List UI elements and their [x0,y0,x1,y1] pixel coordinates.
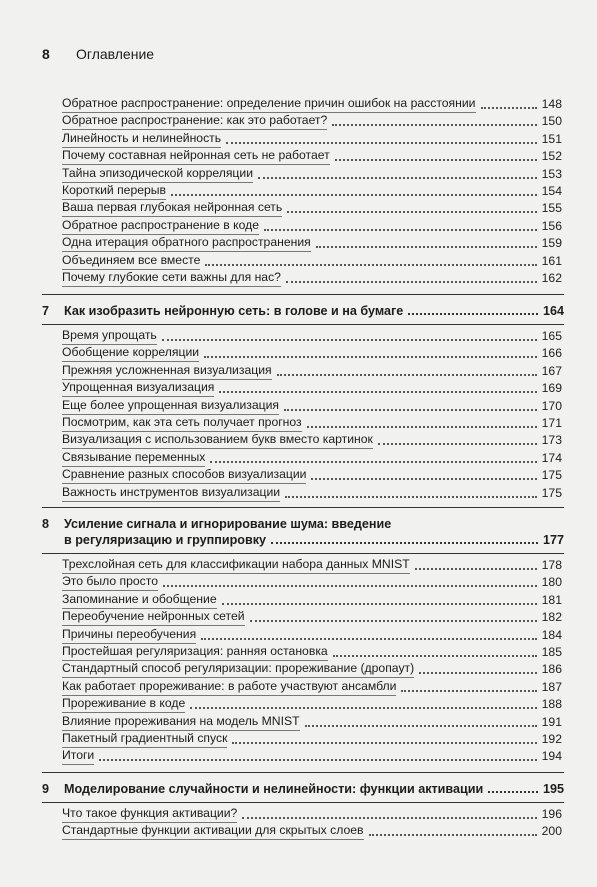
dot-leader [204,356,537,358]
dot-leader [408,313,538,315]
toc-entry-title: Почему глубокие сети важны для нас? [62,270,281,287]
toc-entry-title: Влияние прореживания на модель MNIST [62,714,300,731]
dot-leader [415,568,537,570]
toc-entry-page: 182 [541,610,562,625]
toc-entry-title: Переобучение нейронных сетей [62,609,245,626]
toc-entry-page: 184 [541,627,562,642]
toc-entry-page: 186 [541,662,562,677]
toc-entry-title: Простейшая регуляризация: ранняя остановка [62,644,328,661]
toc-entry-page: 194 [541,749,562,764]
toc-entry-page: 187 [541,679,562,694]
dot-leader [316,246,537,248]
toc-entry-title: Прежняя усложненная визуализация [62,363,272,380]
toc-entry-page: 161 [541,253,562,268]
toc-entry[interactable] [62,485,562,502]
chapter-title: Как изобразить нейронную сеть: в голове и на бумаге [64,304,404,318]
dot-leader [332,124,536,126]
toc-entry[interactable] [62,131,562,148]
dot-leader [305,725,537,727]
toc-entry[interactable] [62,96,562,113]
toc-entry-title: Это было просто [62,574,158,591]
toc-entry-page: 181 [541,592,562,607]
toc-entry[interactable] [62,235,562,252]
chapter-title: Моделирование случайности и нелинейности: функции активации [64,782,484,796]
toc-entry[interactable] [62,363,562,380]
toc-entry-title: Важность инструментов визуализации [62,485,280,502]
toc-entry[interactable] [62,696,562,713]
toc-entry-title: Причины переобучения [62,627,196,644]
dot-leader [307,426,537,428]
toc-entry-page: 154 [541,184,562,198]
toc-entry[interactable] [62,183,562,200]
toc-entry-title: Тайна эпизодической корреляции [62,166,253,183]
chapter-number: 7 [42,304,50,318]
toc-entry[interactable] [62,113,562,130]
dot-leader [232,742,536,744]
toc-entry-page: 175 [541,485,562,500]
toc-entry-page: 173 [541,433,562,448]
toc-entry[interactable] [62,200,562,217]
dot-leader [284,409,537,411]
dot-leader [271,542,538,544]
chapter-number: 9 [42,782,50,796]
toc-entry[interactable] [62,166,562,183]
dot-leader [99,759,536,761]
toc-entry-page: 169 [541,381,562,396]
dot-leader [201,638,536,640]
dot-leader [162,339,537,341]
toc-entry[interactable] [62,823,562,840]
dot-leader [226,142,537,144]
toc-entry-title: Еще более упрощенная визуализация [62,398,279,415]
dot-leader [205,264,536,266]
toc-entry[interactable] [62,748,562,765]
toc-entry-title: Почему составная нейронная сеть не работает [62,148,330,165]
dot-leader [311,478,536,480]
toc-entry-title: Посмотрим, как эта сеть получает прогноз [62,415,302,432]
dot-leader [481,107,537,109]
toc-entry-page: 162 [541,271,562,285]
dot-leader [264,229,537,231]
dot-leader [250,620,537,622]
toc-entry[interactable] [62,432,562,449]
toc-entry-page: 191 [541,714,562,729]
dot-leader [369,834,537,836]
toc-entry-page: 175 [541,468,562,483]
toc-entry-title: Как работает прореживание: в работе участвуют ансамбли [62,679,396,696]
chapter-divider [42,802,564,803]
toc-entry-title: Стандартные функции активации для скрытых слоев [62,823,364,840]
dot-leader [277,374,537,376]
toc-entry-page: 174 [541,450,562,465]
toc-entry-title: Запоминание и обобщение [62,592,217,609]
dot-leader [335,159,537,161]
toc-entry-title: Стандартный способ регуляризации: прореживание (дропаут) [62,661,414,678]
toc-entry[interactable] [62,467,562,484]
toc-entry-title: Короткий перерыв [62,183,166,200]
page-number: 8 [42,46,50,62]
toc-entry[interactable] [62,253,562,270]
dot-leader [488,791,538,793]
toc-entry[interactable] [62,328,562,345]
toc-entry[interactable] [62,661,562,678]
chapter-page: 177 [542,533,564,547]
running-header [42,46,154,62]
dot-leader [210,461,536,463]
chapter-page: 195 [542,782,564,796]
dot-leader [285,496,537,498]
toc-entry-title: Ваша первая глубокая нейронная сеть [62,200,282,217]
dot-leader [286,281,537,283]
chapter-divider [42,553,564,554]
dot-leader [287,211,536,213]
toc-entry-title: Прореживание в коде [62,696,185,713]
toc-entry[interactable] [62,148,562,165]
dot-leader [419,672,536,674]
toc-entry-title: Упрощенная визуализация [62,380,214,397]
toc-entry[interactable] [62,574,562,591]
toc-entry-page: 180 [541,575,562,590]
dot-leader [333,655,537,657]
toc-entry-title: Визуализация с использованием букв вместо картинок [62,432,373,449]
toc-entry-title: Трехслойная сеть для классификации набора данных MNIST [62,557,410,574]
toc-entry[interactable] [62,345,562,362]
toc-entry-title: Что такое функция активации? [62,806,237,823]
toc-entry-title: Время упрощать [62,328,157,345]
toc-entry-page: 196 [541,807,562,821]
toc-entry-page: 167 [541,363,562,378]
toc-entry-title: Обратное распространение в коде [62,218,259,235]
toc-entry-title: Линейность и нелинейность [62,131,221,148]
toc-entry-title: Итоги [62,748,94,765]
toc-entry[interactable] [62,415,562,432]
toc-entry-page: 153 [541,166,562,181]
toc-entry-page: 200 [541,824,562,839]
toc-entry-title: Сравнение разных способов визуализации [62,467,306,484]
dot-leader [242,817,536,819]
chapter-title-line2: в регуляризацию и группировку [64,533,267,547]
chapter-number: 8 [42,517,50,531]
chapter-title-line1: Усиление сигнала и игнорирование шума: введение [64,517,392,531]
dot-leader [401,690,536,692]
toc-entry-page: 150 [541,114,562,129]
toc-entry[interactable] [62,679,562,696]
chapter-divider [42,507,564,508]
toc-entry[interactable] [62,806,562,823]
toc-entry-page: 188 [541,697,562,712]
dot-leader [219,391,536,393]
toc-entry-page: 166 [541,346,562,361]
toc-entry-page: 170 [541,398,562,413]
toc-entry[interactable] [62,557,562,574]
toc-entry-page: 178 [541,558,562,572]
toc-entry[interactable] [62,627,562,644]
toc-entry-title: Связывание переменных [62,450,205,467]
header-title: Оглавление [76,46,155,62]
toc-entry[interactable] [62,644,562,661]
toc-entry[interactable] [62,731,562,748]
dot-leader [190,707,536,709]
toc-entry[interactable] [62,218,562,235]
toc-entry[interactable] [62,609,562,626]
toc-entry-page: 155 [541,201,562,216]
dot-leader [171,194,537,196]
toc-entry-page: 159 [541,236,562,251]
toc-entry-page: 152 [541,149,562,164]
toc-entry-page: 151 [541,131,562,146]
toc-entry-page: 171 [541,416,562,430]
toc-entry-page: 185 [541,645,562,659]
chapter-divider [42,324,564,325]
toc-entry-title: Обобщение корреляции [62,345,199,362]
toc-entry-title: Обратное распространение: определение причин ошибок на расстоянии [62,96,476,113]
chapter-page: 164 [542,304,564,318]
toc-entry[interactable] [62,380,562,397]
toc-entry-page: 165 [541,329,562,343]
dot-leader [222,603,537,605]
toc-entry-page: 148 [541,97,562,111]
chapter-divider [42,294,564,295]
toc-entry[interactable] [62,398,562,415]
toc-entry[interactable] [62,714,562,731]
toc-entry-title: Пакетный градиентный спуск [62,731,227,748]
dot-leader [163,585,537,587]
toc-entry[interactable] [62,592,562,609]
toc-entry[interactable] [62,450,562,467]
toc-entry-page: 192 [541,732,562,746]
toc-entry-title: Объединяем все вместе [62,253,200,270]
toc-entry-title: Одна итерация обратного распространения [62,235,311,252]
chapter-divider [42,772,564,773]
dot-leader [378,443,537,445]
toc-entry[interactable] [62,270,562,287]
toc-entry-page: 156 [541,218,562,233]
toc-entry-title: Обратное распространение: как это работает? [62,113,327,130]
dot-leader [258,177,537,179]
